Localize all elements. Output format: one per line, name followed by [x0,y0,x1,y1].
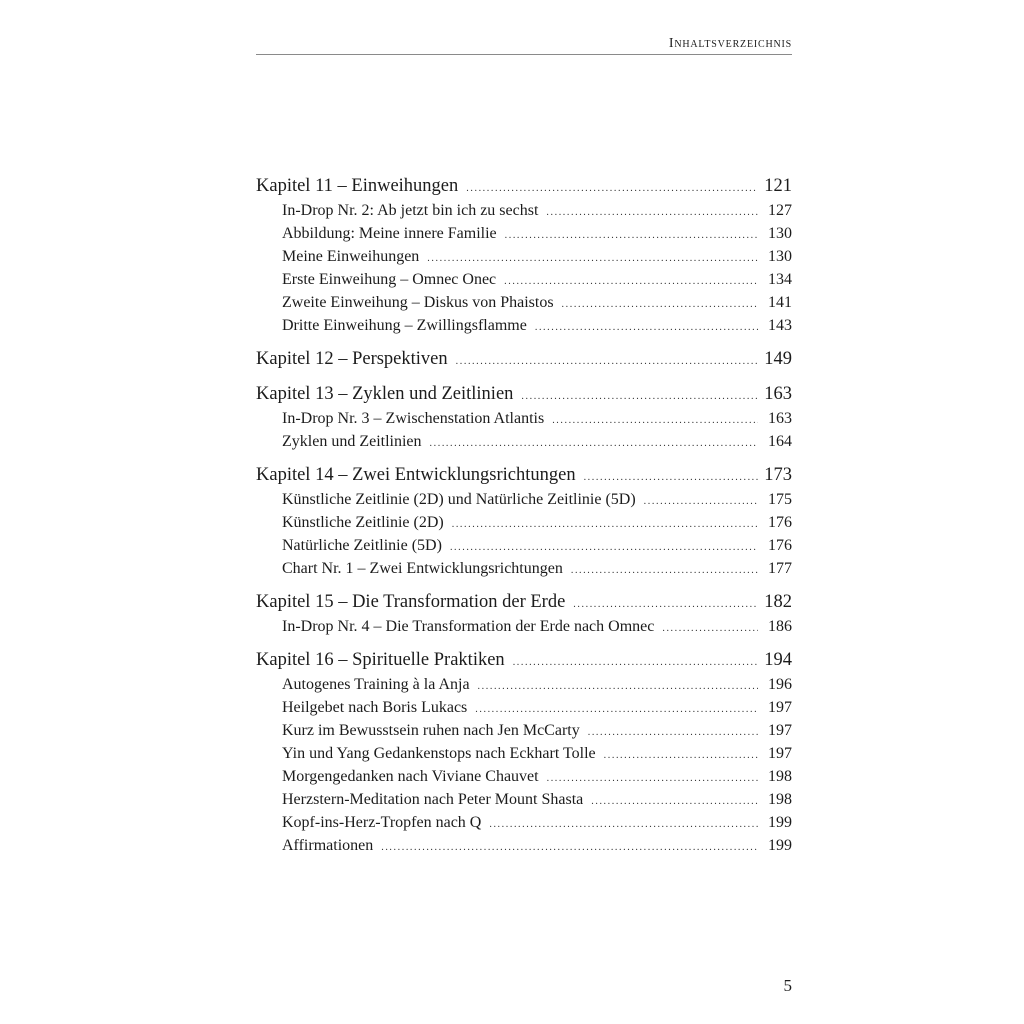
dot-leader [571,559,758,582]
page-ref: 199 [768,837,792,854]
page-ref: 177 [768,560,792,577]
entry-title: Heilgebet nach Boris Lukacs [282,699,468,716]
chapter-title: Kapitel 14 – Zwei Entwicklungsrichtungen [256,465,576,485]
running-head-title: Inhaltsverzeichnis [668,36,792,51]
toc-sub-entry [256,696,792,719]
chapter-title: Kapitel 16 – Spirituelle Praktiken [256,650,505,670]
toc-chapter-entry [256,648,792,673]
toc-sub-entry [256,742,792,765]
toc-sub-entry [256,245,792,268]
entry-title: Autogenes Training à la Anja [282,676,470,693]
entry-title: In-Drop Nr. 3 – Zwischenstation Atlantis [282,410,545,427]
entry-title: Yin und Yang Gedankenstops nach Eckhart Tolle [282,745,596,762]
page-ref: 186 [768,618,792,635]
entry-title: Natürliche Zeitlinie (5D) [282,537,442,554]
chapter-title: Kapitel 13 – Zyklen und Zeitlinien [256,384,514,404]
toc-sub-entry [256,407,792,430]
entry-title: Erste Einweihung – Omnec Onec [282,271,497,288]
page-ref: 198 [768,791,792,808]
dot-leader [562,293,758,316]
dot-leader [475,698,758,721]
page-ref: 127 [768,202,792,219]
dot-leader [513,650,758,675]
dot-leader [552,409,758,432]
dot-leader [644,490,758,513]
page-ref: 199 [768,814,792,831]
page-number: 5 [783,976,792,995]
toc-chapter-block [256,590,792,638]
chapter-title: Kapitel 12 – Perspektiven [256,349,448,369]
toc-chapter-block [256,463,792,580]
page-ref: 175 [768,491,792,508]
dot-leader [430,432,758,455]
dot-leader [450,536,758,559]
entry-title: In-Drop Nr. 2: Ab jetzt bin ich zu sechst [282,202,539,219]
page-ref: 130 [768,248,792,265]
page-ref: 176 [768,537,792,554]
dot-leader [456,349,758,374]
toc-chapter-entry [256,347,792,372]
dot-leader [489,813,758,836]
toc-sub-entry [256,534,792,557]
chapter-title: Kapitel 15 – Die Transformation der Erde [256,592,566,612]
toc-sub-entry [256,268,792,291]
toc-sub-entry [256,811,792,834]
dot-leader [584,465,758,490]
page-ref: 130 [768,225,792,242]
table-of-contents [256,174,792,867]
page-ref: 121 [764,176,792,196]
entry-title: Künstliche Zeitlinie (2D) [282,514,444,531]
dot-leader [427,247,758,270]
dot-leader [591,790,758,813]
dot-leader [588,721,758,744]
entry-title: Kurz im Bewusstsein ruhen nach Jen McCarty [282,722,580,739]
dot-leader [521,384,758,409]
dot-leader [662,617,758,640]
dot-leader [504,270,758,293]
page-ref: 141 [768,294,792,311]
toc-sub-entry [256,719,792,742]
running-head [256,36,792,55]
page-ref: 197 [768,745,792,762]
toc-sub-entry [256,291,792,314]
toc-chapter-block [256,648,792,857]
entry-title: Abbildung: Meine innere Familie [282,225,497,242]
dot-leader [381,836,758,859]
entry-title: Dritte Einweihung – Zwillingsflamme [282,317,527,334]
page-ref: 176 [768,514,792,531]
entry-title: Zyklen und Zeitlinien [282,433,422,450]
dot-leader [547,767,758,790]
page-ref: 149 [764,349,792,369]
dot-leader [505,224,758,247]
toc-sub-entry [256,199,792,222]
dot-leader [604,744,758,767]
entry-title: Affirmationen [282,837,374,854]
toc-sub-entry [256,430,792,453]
toc-sub-entry [256,615,792,638]
dot-leader [478,675,758,698]
page-ref: 164 [768,433,792,450]
page-ref: 134 [768,271,792,288]
dot-leader [452,513,758,536]
entry-title: Chart Nr. 1 – Zwei Entwicklungsrichtungen [282,560,563,577]
toc-sub-entry [256,222,792,245]
page-ref: 194 [764,650,792,670]
page-ref: 198 [768,768,792,785]
page-ref: 143 [768,317,792,334]
page-ref: 173 [764,465,792,485]
page-ref: 182 [764,592,792,612]
entry-title: Herzstern-Meditation nach Peter Mount Shasta [282,791,584,808]
page-ref: 197 [768,722,792,739]
entry-title: In-Drop Nr. 4 – Die Transformation der Erde nach Omnec [282,618,655,635]
entry-title: Morgengedanken nach Viviane Chauvet [282,768,539,785]
toc-sub-entry [256,511,792,534]
toc-sub-entry [256,834,792,857]
dot-leader [546,201,758,224]
dot-leader [573,592,758,617]
toc-chapter-entry [256,590,792,615]
toc-chapter-entry [256,174,792,199]
toc-chapter-entry [256,463,792,488]
page-ref: 163 [768,410,792,427]
toc-chapter-entry [256,382,792,407]
page-ref: 197 [768,699,792,716]
toc-sub-entry [256,488,792,511]
page-ref: 196 [768,676,792,693]
toc-sub-entry [256,314,792,337]
entry-title: Meine Einweihungen [282,248,420,265]
toc-chapter-block [256,347,792,372]
toc-sub-entry [256,788,792,811]
entry-title: Künstliche Zeitlinie (2D) und Natürliche Zeitlinie (5D) [282,491,636,508]
entry-title: Kopf-ins-Herz-Tropfen nach Q [282,814,482,831]
page-ref: 163 [764,384,792,404]
dot-leader [535,316,758,339]
chapter-title: Kapitel 11 – Einweihungen [256,176,459,196]
toc-chapter-block [256,382,792,453]
toc-sub-entry [256,673,792,696]
dot-leader [466,176,758,201]
entry-title: Zweite Einweihung – Diskus von Phaistos [282,294,554,311]
toc-chapter-block [256,174,792,337]
toc-sub-entry [256,765,792,788]
toc-sub-entry [256,557,792,580]
